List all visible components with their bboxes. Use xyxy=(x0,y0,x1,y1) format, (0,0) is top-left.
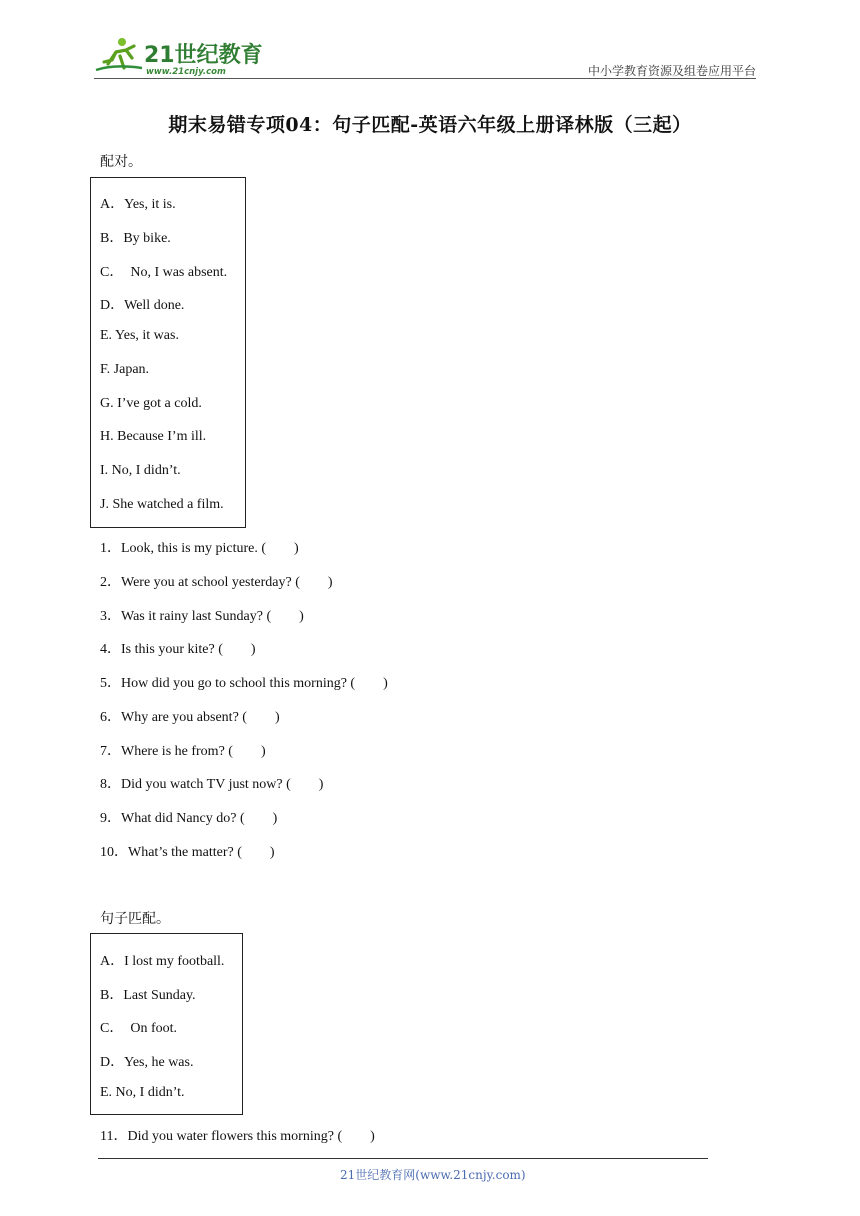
question-7: 7．Where is he from? ( ) xyxy=(100,744,266,759)
option-d: D．Yes, he was. xyxy=(100,1055,194,1070)
svg-text:21世纪教育: 21世纪教育 xyxy=(144,43,263,68)
question-5: 5．How did you go to school this morning? ( ) xyxy=(100,676,388,691)
section1-instruction: 配对。 xyxy=(100,154,142,170)
question-8: 8．Did you watch TV just now? ( ) xyxy=(100,777,324,792)
question-11: 11．Did you water flowers this morning? ( ) xyxy=(100,1129,375,1144)
option-b: B．By bike. xyxy=(100,231,171,246)
question-3: 3．Was it rainy last Sunday? ( ) xyxy=(100,609,304,624)
option-c: C． No, I was absent. xyxy=(100,265,228,280)
option-a: A．Yes, it is. xyxy=(100,197,176,212)
page-title: 期末易错专项04：句子匹配-英语六年级上册译林版（三起） xyxy=(168,114,692,136)
footer-text: 21世纪教育网(www.21cnjy.com) xyxy=(340,1168,526,1182)
option-j: J. She watched a film. xyxy=(100,497,224,512)
svg-text:www.21cnjy.com: www.21cnjy.com xyxy=(146,67,226,77)
option-a: A．I lost my football. xyxy=(100,954,225,969)
question-10: 10．What’s the matter? ( ) xyxy=(100,845,275,860)
question-1: 1．Look, this is my picture. ( ) xyxy=(100,541,299,556)
option-f: F. Japan. xyxy=(100,362,150,377)
option-c: C． On foot. xyxy=(100,1021,177,1036)
platform-label: 中小学教育资源及组卷应用平台 xyxy=(587,64,756,78)
option-e: E. No, I didn’t. xyxy=(100,1085,185,1100)
section1-options-box xyxy=(90,177,246,528)
option-b: B．Last Sunday. xyxy=(100,988,196,1003)
question-9: 9．What did Nancy do? ( ) xyxy=(100,811,278,826)
header-divider xyxy=(94,78,756,79)
question-2: 2．Were you at school yesterday? ( ) xyxy=(100,575,333,590)
option-g: G. I’ve got a cold. xyxy=(100,396,202,411)
question-4: 4．Is this your kite? ( ) xyxy=(100,642,256,657)
section2-instruction: 句子匹配。 xyxy=(100,911,170,927)
option-i: I. No, I didn’t. xyxy=(100,463,181,478)
option-e: E. Yes, it was. xyxy=(100,328,179,343)
question-6: 6．Why are you absent? ( ) xyxy=(100,710,280,725)
option-d: D．Well done. xyxy=(100,298,185,313)
logo-21cnjy xyxy=(94,34,264,78)
option-h: H. Because I’m ill. xyxy=(100,429,207,444)
page-header xyxy=(94,34,756,78)
footer-divider xyxy=(98,1158,708,1159)
section2-options-box xyxy=(90,933,243,1115)
